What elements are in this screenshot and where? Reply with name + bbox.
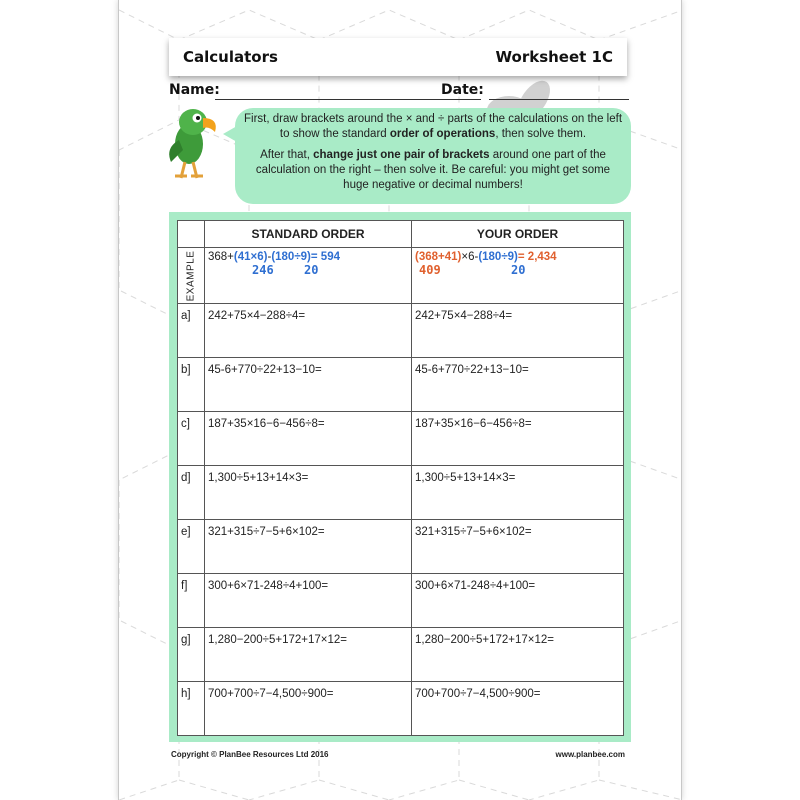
example-yours-expression: [415, 251, 620, 263]
name-label: Name:: [169, 82, 220, 98]
standard-answer-cell[interactable]: 1,300÷5+13+14×3=: [205, 466, 412, 520]
header-your-order: YOUR ORDER: [412, 221, 624, 248]
table-row: [178, 520, 624, 574]
your-answer-cell[interactable]: 242+75×4−288÷4=: [412, 304, 624, 358]
header-label-cell: [178, 221, 205, 248]
example-standard-cell: [205, 248, 412, 304]
your-answer-cell[interactable]: 321+315÷7−5+6×102=: [412, 520, 624, 574]
row-label: a]: [178, 304, 205, 358]
example-bracket: (41×6): [233, 251, 268, 263]
row-label: f]: [178, 574, 205, 628]
row-label: d]: [178, 466, 205, 520]
table-row: [178, 358, 624, 412]
standard-answer-cell[interactable]: 45-6+770÷22+13−10=: [205, 358, 412, 412]
row-label: c]: [178, 412, 205, 466]
standard-answer-cell[interactable]: 187+35×16−6−456÷8=: [205, 412, 412, 466]
instruction-bubble: [235, 108, 631, 204]
example-bracket: (180÷9): [271, 251, 311, 263]
row-label: b]: [178, 358, 205, 412]
example-standard-answer: 594: [320, 251, 340, 263]
title-bar: [169, 38, 627, 76]
calculations-table-frame: [169, 212, 631, 742]
instruction-text: First, draw brackets around the × and ÷ parts of the calculations on the left to show the standard: [243, 113, 623, 140]
row-label: g]: [178, 628, 205, 682]
row-label: h]: [178, 682, 205, 736]
example-subresult: 409: [419, 263, 441, 277]
example-label: EXAMPLE: [185, 250, 197, 301]
example-text: -: [267, 251, 272, 263]
table-row: [178, 466, 624, 520]
parrot-mascot-icon: [157, 100, 227, 180]
your-answer-cell[interactable]: 1,280−200÷5+172+17×12=: [412, 628, 624, 682]
example-subresult: 20: [304, 263, 319, 277]
your-answer-cell[interactable]: 1,300÷5+13+14×3=: [412, 466, 624, 520]
instruction-bold: order of operations: [389, 128, 496, 140]
date-field[interactable]: [489, 99, 629, 100]
example-equals: =: [310, 251, 321, 263]
table-header-row: [178, 221, 624, 248]
example-text: ×6-: [461, 251, 479, 263]
standard-answer-cell[interactable]: 1,280−200÷5+172+17×12=: [205, 628, 412, 682]
worksheet-page: [118, 0, 682, 800]
standard-answer-cell[interactable]: 321+315÷7−5+6×102=: [205, 520, 412, 574]
table-row: [178, 628, 624, 682]
example-yours-subresults: [415, 263, 620, 277]
table-row: [178, 412, 624, 466]
example-standard-expression: [208, 251, 408, 263]
instruction-text: , then solve them.: [495, 128, 587, 140]
example-bracket: (180÷9): [478, 251, 518, 263]
your-answer-cell[interactable]: 300+6×71-248÷4+100=: [412, 574, 624, 628]
calculations-table: [177, 220, 624, 736]
worksheet-number: Worksheet 1C: [495, 48, 613, 66]
standard-answer-cell[interactable]: 300+6×71-248÷4+100=: [205, 574, 412, 628]
your-answer-cell[interactable]: 45-6+770÷22+13−10=: [412, 358, 624, 412]
instruction-bold: change just one pair of brackets: [313, 149, 490, 161]
table-row: [178, 304, 624, 358]
date-label: Date:: [441, 82, 484, 98]
example-subresult: 246: [252, 263, 274, 277]
example-subresult: 20: [511, 263, 526, 277]
example-bracket: (368+41): [415, 251, 462, 263]
row-label: e]: [178, 520, 205, 574]
your-answer-cell[interactable]: 187+35×16−6−456÷8=: [412, 412, 624, 466]
name-date-line: [169, 82, 629, 102]
your-answer-cell[interactable]: 700+700÷7−4,500÷900=: [412, 682, 624, 736]
example-label-cell: [178, 248, 205, 304]
bubble-tail: [223, 126, 237, 142]
example-row: [178, 248, 624, 304]
instruction-paragraph-1: [243, 112, 623, 142]
worksheet-title: Calculators: [183, 48, 278, 66]
website-link[interactable]: www.planbee.com: [555, 750, 625, 759]
copyright-text: Copyright © PlanBee Resources Ltd 2016: [171, 750, 329, 759]
standard-answer-cell[interactable]: 700+700÷7−4,500÷900=: [205, 682, 412, 736]
instruction-paragraph-2: [243, 148, 623, 193]
standard-answer-cell[interactable]: 242+75×4−288÷4=: [205, 304, 412, 358]
example-standard-subresults: [208, 263, 408, 277]
table-row: [178, 682, 624, 736]
instruction-text: around one part of the calculation on the right – then solve it. Be careful: you might get some huge negative or decimal numbers!: [255, 149, 611, 191]
table-row: [178, 574, 624, 628]
name-field[interactable]: [215, 99, 481, 100]
header-standard-order: STANDARD ORDER: [205, 221, 412, 248]
example-yours-cell: [412, 248, 624, 304]
example-equals: =: [517, 251, 528, 263]
instruction-text: After that,: [260, 149, 314, 161]
example-yours-answer: 2,434: [527, 251, 557, 263]
example-text: 368+: [208, 251, 234, 263]
